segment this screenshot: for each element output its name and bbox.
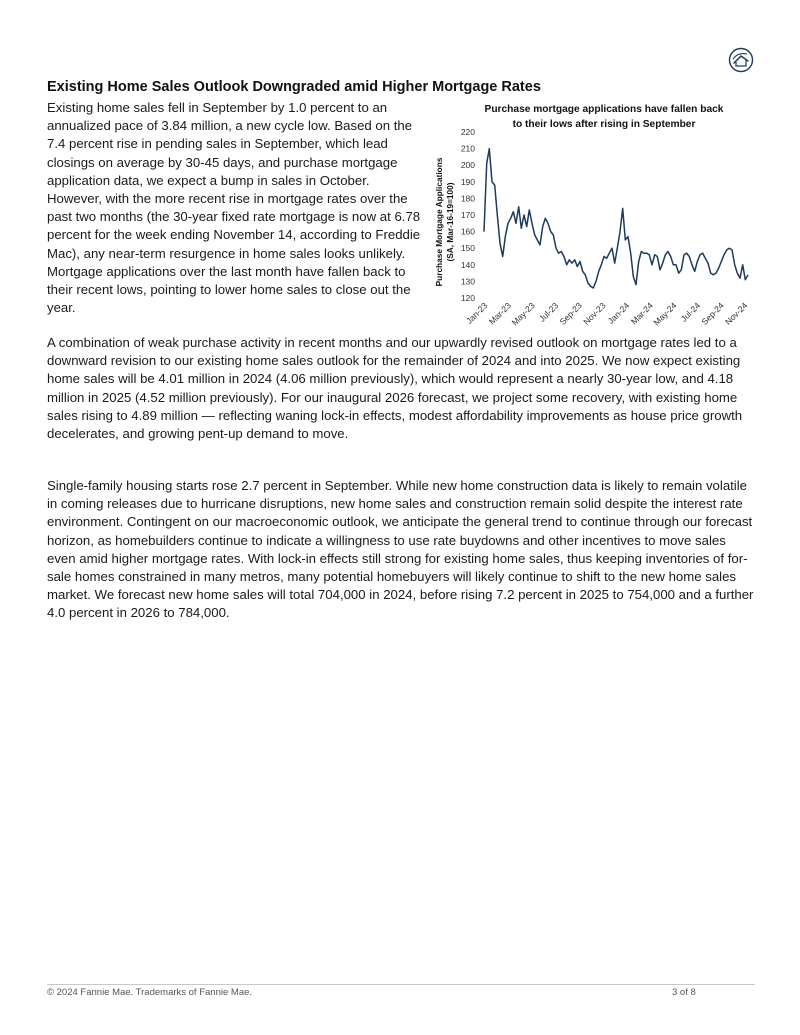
x-tick-label: Jul-23 xyxy=(536,300,561,324)
x-tick-label: Jan-23 xyxy=(463,300,490,326)
x-tick-label: Jul-24 xyxy=(678,300,703,324)
paragraph-sales-outlook: A combination of weak purchase activity in recent months and our upwardly revised outlook on mortgage rates led to a downward revision to our existing home sales outlook for the remainder of 2024 and into 2025. We now expect existing home sales will be 4.01 million in 2024 (4.06 million previously), which would represent a nearly 30-year low, and 4.18 million in 2025 (4.52 million previously). For our inaugural 2026 forecast, we project some recovery, with existing home sales rising to 4.89 million — reflecting waning lock-in effects, modest affordability improvements as house price growth decelerates, and growing pent-up demand to move. xyxy=(47,335,743,442)
footer-copyright: © 2024 Fannie Mae. Trademarks of Fannie Mae. xyxy=(47,987,253,998)
chart-title-line-2: to their lows after rising in September xyxy=(512,119,696,130)
x-tick-label: Jan-24 xyxy=(605,300,632,326)
x-tick-label: Nov-24 xyxy=(722,300,750,327)
x-tick-label: May-24 xyxy=(651,300,679,328)
footer-divider xyxy=(47,984,755,985)
x-tick-label: Nov-23 xyxy=(581,300,608,327)
x-tick-label: May-23 xyxy=(509,300,537,328)
y-tick-label: 170 xyxy=(460,210,475,220)
x-tick-label: Sep-23 xyxy=(557,300,584,327)
x-tick-label: Sep-24 xyxy=(699,300,726,327)
purchase-applications-chart xyxy=(432,100,760,332)
y-tick-label: 150 xyxy=(460,243,475,254)
y-tick-label: 180 xyxy=(460,193,475,204)
x-tick-label: Mar-23 xyxy=(486,300,514,327)
section-heading: Existing Home Sales Outlook Downgraded amid Higher Mortgage Rates xyxy=(47,79,541,95)
paragraph-existing-home-sales: Existing home sales fell in September by 1.0 percent to an annualized pace of 3.84 million, a new cycle low. Based on the 7.4 percent rise in pending sales in September, which lead closings on average by 30-45 days, and purchase mortgage application data, we expect a bump in sales in October. However, with the more recent rise in mortgage rates over the past two months (the 30-year fixed rate mortgage is now at 6.78 percent for the week ending November 14, according to Freddie Mac), any near-term resurgence in home sales looks unlikely. Mortgage applications over the last month have fallen back to their recent lows, pointing to lower home sales to close out the year. xyxy=(47,100,421,316)
x-tick-label: Mar-24 xyxy=(628,300,655,327)
y-tick-label: 160 xyxy=(460,226,475,237)
y-tick-label: 200 xyxy=(460,160,475,171)
chart-ylabel-line-1: Purchase Mortgage Applications xyxy=(434,157,444,287)
fannie-mae-house-logo-icon xyxy=(728,47,754,73)
chart-ylabel-line-2: (SA, Mar-16-19=100) xyxy=(445,182,455,262)
y-tick-label: 130 xyxy=(460,276,475,287)
y-tick-label: 210 xyxy=(460,143,475,154)
paragraph-housing-starts: Single-family housing starts rose 2.7 percent in September. While new home construction data is likely to remain volatile in coming releases due to hurricane disruptions, new home sales and construction remain solid despite the interest rate environment. Contingent on our macroeconomic outlook, we anticipate the general trend to continue through our forecast horizon, as homebuilders continue to indicate a willingness to use rate buydowns and other incentives to move sales even amid higher mortgage rates. With lock-in effects still strong for existing home sales, thus keeping inventories of for-sale homes constrained in many metros, many potential homebuyers will likely continue to shift to the new home sales market. We forecast new home sales will total 704,000 in 2024, before rising 7.2 percent in 2025 to 754,000 and a further 4.0 percent in 2026 to 784,000. xyxy=(47,478,754,621)
series-line xyxy=(484,149,748,288)
chart-title-line-1: Purchase mortgage applications have fallen back xyxy=(484,104,724,115)
y-tick-label: 140 xyxy=(460,259,475,270)
y-tick-label: 120 xyxy=(460,293,475,303)
y-tick-label: 190 xyxy=(460,176,475,187)
footer-page-number: 3 of 8 xyxy=(672,987,696,998)
y-tick-label: 220 xyxy=(460,127,475,137)
